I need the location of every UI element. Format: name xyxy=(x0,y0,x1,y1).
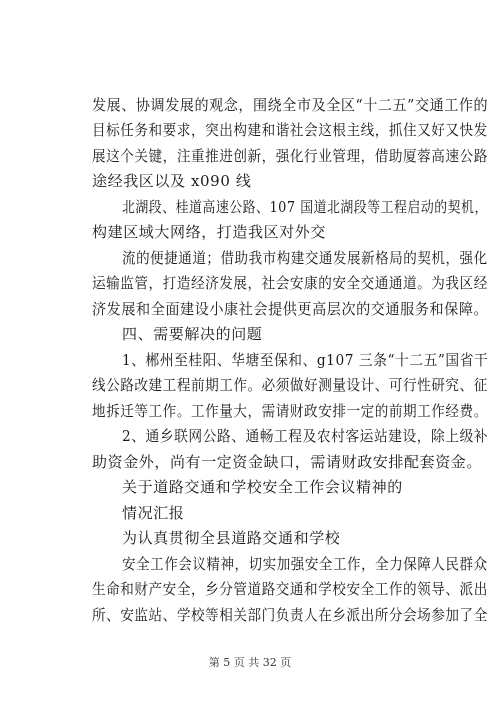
text-line: 展这个关键，注重推进创新，强化行业管理，借助厦蓉高速公路 xyxy=(92,147,488,165)
text-line: 线公路改建工程前期工作。必须做好测量设计、可行性研究、征 xyxy=(92,376,488,394)
text-line: 地拆迁等工作。工作量大，需请财政安排一定的前期工作经费。 xyxy=(92,402,488,420)
text-line: 情况汇报 xyxy=(122,504,185,522)
text-line: 2、通乡联网公路、通畅工程及农村客运站建设，除上级补 xyxy=(122,427,489,445)
text-line: 构建区域大网络，打造我区对外交 xyxy=(92,223,327,241)
section-heading: 四、需要解决的问题 xyxy=(122,325,263,343)
text-line: 所、安监站、学校等相关部门负责人在乡派出所分会场参加了全 xyxy=(92,606,488,624)
text-line: 助资金外，尚有一定资金缺口，需请财政安排配套资金。 xyxy=(92,453,483,471)
text-line: 1、郴州至桂阳、华塘至保和、g107 三条“十二五”国省干 xyxy=(122,351,489,369)
page-footer: 第 5 页 共 32 页 xyxy=(208,656,292,669)
text-line: 安全工作会议精神，切实加强安全工作，全力保障人民群众 xyxy=(122,555,488,573)
text-line: 发展、协调发展的观念，围绕全市及全区“十二五”交通工作的 xyxy=(92,96,489,114)
text-line: 北湖段、桂道高速公路、107 国道北湖段等工程启动的契机， xyxy=(122,198,488,216)
text-line: 生命和财产安全，乡分管道路交通和学校安全工作的领导、派出 xyxy=(92,580,488,598)
text-line: 目标任务和要求，突出构建和谐社会这根主线，抓住又好又快发 xyxy=(92,121,488,139)
text-line: 为认真贯彻全县道路交通和学校 xyxy=(122,529,341,547)
text-line: 济发展和全面建设小康社会提供更高层次的交通服务和保障。 xyxy=(92,300,489,318)
text-line: 途经我区以及 x090 线 xyxy=(92,172,252,190)
text-line: 流的便捷通道；借助我市构建交通发展新格局的契机，强化 xyxy=(122,249,488,267)
text-line: 关于道路交通和学校安全工作会议精神的 xyxy=(122,478,403,496)
text-line: 运输监管，打造经济发展，社会安康的安全交通通道。为我区经 xyxy=(92,274,488,292)
